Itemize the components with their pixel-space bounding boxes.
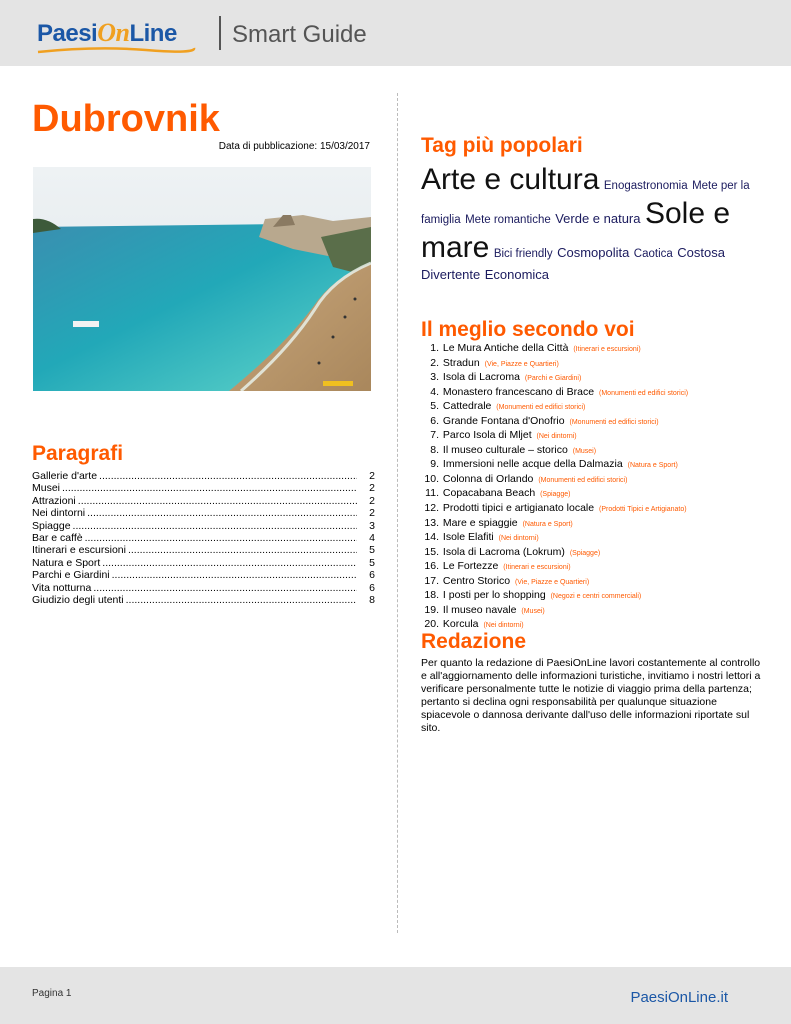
toc-entry-page: 2 <box>369 494 375 507</box>
toc-entry-label: Bar e caffè <box>32 531 83 544</box>
toc-entry-label: Parchi e Giardini <box>32 569 110 582</box>
toc-entry-label: Attrazioni <box>32 494 76 507</box>
best-of-name: I posti per lo shopping <box>442 589 546 602</box>
best-of-category: (Musei) <box>521 607 545 615</box>
best-of-rank: 13. <box>424 516 439 529</box>
logo-text-paesi: Paesi <box>37 20 98 47</box>
best-of-rank: 17. <box>424 574 439 587</box>
best-of-rank: 20. <box>424 618 439 631</box>
toc-entry[interactable] <box>32 594 375 606</box>
best-of-category: (Nei dintorni) <box>483 622 524 630</box>
toc-entry-page: 3 <box>369 519 375 532</box>
toc-entry-page: 4 <box>369 531 375 544</box>
best-of-item[interactable] <box>421 560 781 575</box>
best-of-name: Immersioni nelle acque della Dalmazia <box>442 458 623 471</box>
best-of-rank: 8. <box>430 443 439 456</box>
best-of-category: (Nei dintorni) <box>536 433 577 441</box>
best-of-category: (Parchi e Giardini) <box>524 375 582 383</box>
toc-entry-page: 2 <box>369 470 375 482</box>
toc-entry[interactable] <box>32 507 375 519</box>
best-of-category: (Itinerari e escursioni) <box>503 564 571 572</box>
best-of-rank: 12. <box>424 502 439 515</box>
best-of-item[interactable] <box>421 415 781 430</box>
tag-link[interactable]: Sole e mare <box>421 197 731 264</box>
toc-leader-dots <box>128 544 357 556</box>
footer-site-link[interactable]: PaesiOnLine.it <box>630 989 728 1006</box>
tag-link[interactable]: Economica <box>484 267 550 282</box>
column-divider <box>397 93 398 933</box>
page-title: Dubrovnik <box>32 98 220 140</box>
best-of-item[interactable] <box>421 357 781 372</box>
toc-leader-dots <box>93 582 357 594</box>
best-of-rank: 3. <box>430 371 439 384</box>
best-of-category: (Musei) <box>572 447 597 455</box>
best-of-rank: 7. <box>430 429 439 442</box>
best-of-rank: 10. <box>424 472 439 485</box>
best-of-item[interactable] <box>421 444 781 459</box>
tag-link[interactable]: Divertente <box>421 267 481 282</box>
best-of-item[interactable] <box>421 487 781 502</box>
tag-cloud <box>421 163 761 285</box>
tag-link[interactable]: Verde e natura <box>555 211 641 226</box>
best-of-item[interactable] <box>421 386 781 401</box>
best-of-category: (Vie, Piazze e Quartieri) <box>514 578 590 586</box>
toc-leader-dots <box>73 520 357 532</box>
toc-entry-page: 2 <box>369 482 375 495</box>
best-of-name: Isola di Lacroma <box>442 371 520 384</box>
toc-leader-dots <box>126 594 357 606</box>
logo-swoosh-icon <box>36 44 196 56</box>
toc-entry-label: Gallerie d'arte <box>32 470 98 482</box>
best-of-item[interactable] <box>421 429 781 444</box>
best-of-item[interactable] <box>421 502 781 517</box>
best-of-item[interactable] <box>421 400 781 415</box>
header-divider <box>219 16 221 50</box>
best-of-category: (Natura e Sport) <box>627 462 678 470</box>
toc-leader-dots <box>62 482 357 494</box>
best-of-item[interactable] <box>421 517 781 532</box>
best-of-rank: 19. <box>424 603 439 616</box>
best-of-category: (Itinerari e escursioni) <box>573 346 641 353</box>
best-of-name: Il museo navale <box>442 603 517 616</box>
tag-link[interactable]: Enogastronomia <box>603 180 688 192</box>
tag-link[interactable]: Caotica <box>633 248 673 260</box>
tag-link[interactable]: Bici friendly <box>493 248 553 260</box>
best-of-category: (Nei dintorni) <box>498 535 539 543</box>
tag-link[interactable]: Mete romantiche <box>465 214 551 226</box>
toc-entry-label: Giudizio degli utenti <box>32 593 124 606</box>
toc-leader-dots <box>99 470 357 482</box>
toc-entry[interactable] <box>32 569 375 581</box>
logo-text-line: Line <box>129 20 177 47</box>
best-of-rank: 5. <box>430 400 439 413</box>
best-of-item[interactable] <box>421 458 781 473</box>
best-of-name: Monastero francescano di Brace <box>442 385 595 398</box>
best-of-name: Isole Elafiti <box>442 531 494 544</box>
tag-link[interactable]: Arte e cultura <box>421 163 600 196</box>
best-of-category: (Spiagge) <box>540 491 571 499</box>
best-of-category: (Vie, Piazze e Quartieri) <box>484 360 559 368</box>
header-subtitle: Smart Guide <box>232 21 367 48</box>
best-of-name: Cattedrale <box>442 400 492 413</box>
best-of-item[interactable] <box>421 342 781 357</box>
best-of-name: Le Fortezze <box>442 560 499 573</box>
toc-entry-label: Vita notturna <box>32 581 92 594</box>
best-of-category: (Negozi e centri commerciali) <box>550 593 642 601</box>
tag-link[interactable]: Mete per la famiglia <box>421 180 750 226</box>
section-meglio-heading: Il meglio secondo voi <box>421 318 635 341</box>
best-of-name: Colonna di Orlando <box>442 472 534 485</box>
best-of-category: (Spiagge) <box>569 549 601 557</box>
best-of-rank: 15. <box>424 545 439 558</box>
best-of-item[interactable] <box>421 575 781 590</box>
best-of-category: (Monumenti ed edifici storici) <box>599 389 689 397</box>
toc-entry[interactable] <box>32 557 375 569</box>
best-of-rank: 1. <box>430 342 439 354</box>
best-of-name: Stradun <box>442 356 480 369</box>
best-of-category: (Monumenti ed edifici storici) <box>538 476 628 484</box>
toc-entry[interactable] <box>32 520 375 532</box>
best-of-name: Grande Fontana d'Onofrio <box>442 414 565 427</box>
toc-leader-dots <box>78 495 357 507</box>
best-of-name: Il museo culturale – storico <box>442 443 568 456</box>
page-header <box>0 0 791 66</box>
best-of-list <box>421 342 781 633</box>
toc-entry-label: Natura e Sport <box>32 556 101 569</box>
toc-entry[interactable] <box>32 544 375 556</box>
logo-text-on: On <box>97 18 130 47</box>
section-redazione-heading: Redazione <box>421 630 527 653</box>
toc-entry-label: Itinerari e escursioni <box>32 544 126 557</box>
best-of-name: Centro Storico <box>442 574 511 587</box>
best-of-name: Copacabana Beach <box>442 487 536 500</box>
toc-leader-dots <box>87 507 357 519</box>
best-of-category: (Prodotti Tipici e Artigianato) <box>599 506 687 514</box>
best-of-item[interactable] <box>421 546 781 561</box>
toc-leader-dots <box>85 532 357 544</box>
best-of-rank: 18. <box>424 589 439 602</box>
best-of-rank: 4. <box>430 385 439 398</box>
best-of-rank: 14. <box>424 531 439 544</box>
toc-entry[interactable] <box>32 582 375 594</box>
best-of-name: Isola di Lacroma (Lokrum) <box>442 545 565 558</box>
toc-entry-label: Musei <box>32 482 61 495</box>
toc-leader-dots <box>102 557 357 569</box>
toc-entry[interactable] <box>32 532 375 544</box>
best-of-rank: 11. <box>425 487 439 500</box>
toc-entry-page: 5 <box>369 556 375 569</box>
table-of-contents <box>32 470 375 606</box>
page-number: Pagina 1 <box>32 988 72 999</box>
section-tag-heading: Tag più popolari <box>421 134 583 157</box>
redazione-text: Per quanto la redazione di PaesiOnLine lavori costantemente al controllo e all'aggiornamento delle informazioni turistiche, invitiamo i nostri lettori a verificare personalmente tutte le notizie di viaggio prima della partenza; pertanto si declina ogni responsabilità per qualunque situazione spiacevole o dannosa derivante dall'uso delle informazioni riportate sul sito. <box>421 657 761 734</box>
section-paragrafi-heading: Paragrafi <box>32 442 124 465</box>
best-of-category: (Monumenti ed edifici storici) <box>496 404 586 412</box>
dubrovnik-beach-photo <box>33 167 371 391</box>
best-of-name: Parco Isola di Mljet <box>442 429 532 442</box>
toc-entry-page: 6 <box>369 581 375 594</box>
best-of-name: Korcula <box>442 618 479 631</box>
photo-illustration <box>33 167 371 391</box>
toc-entry[interactable] <box>32 482 375 494</box>
publication-date: Data di pubblicazione: 15/03/2017 <box>218 141 370 152</box>
best-of-category: (Natura e Sport) <box>522 520 573 528</box>
best-of-item[interactable] <box>421 589 781 604</box>
best-of-rank: 6. <box>430 414 439 427</box>
tag-link[interactable]: Costosa <box>677 245 725 260</box>
best-of-name: Le Mura Antiche della Città <box>442 342 569 354</box>
best-of-item[interactable] <box>421 473 781 488</box>
best-of-item[interactable] <box>421 604 781 619</box>
page-footer <box>0 967 791 1024</box>
best-of-rank: 16. <box>424 560 439 573</box>
best-of-name: Mare e spiaggie <box>442 516 518 529</box>
toc-entry-label: Nei dintorni <box>32 507 86 520</box>
best-of-category: (Monumenti ed edifici storici) <box>569 418 659 426</box>
toc-entry-label: Spiagge <box>32 519 71 532</box>
best-of-rank: 2. <box>430 356 439 369</box>
toc-entry-page: 8 <box>369 593 375 606</box>
toc-entry[interactable] <box>32 470 375 482</box>
toc-entry[interactable] <box>32 495 375 507</box>
toc-entry-page: 6 <box>369 569 375 582</box>
toc-leader-dots <box>112 569 357 581</box>
best-of-rank: 9. <box>430 458 439 471</box>
tag-link[interactable]: Cosmopolita <box>557 245 630 260</box>
toc-entry-page: 2 <box>369 507 375 520</box>
best-of-name: Prodotti tipici e artigianato locale <box>442 502 595 515</box>
toc-entry-page: 5 <box>369 544 375 557</box>
best-of-item[interactable] <box>421 371 781 386</box>
best-of-item[interactable] <box>421 531 781 546</box>
